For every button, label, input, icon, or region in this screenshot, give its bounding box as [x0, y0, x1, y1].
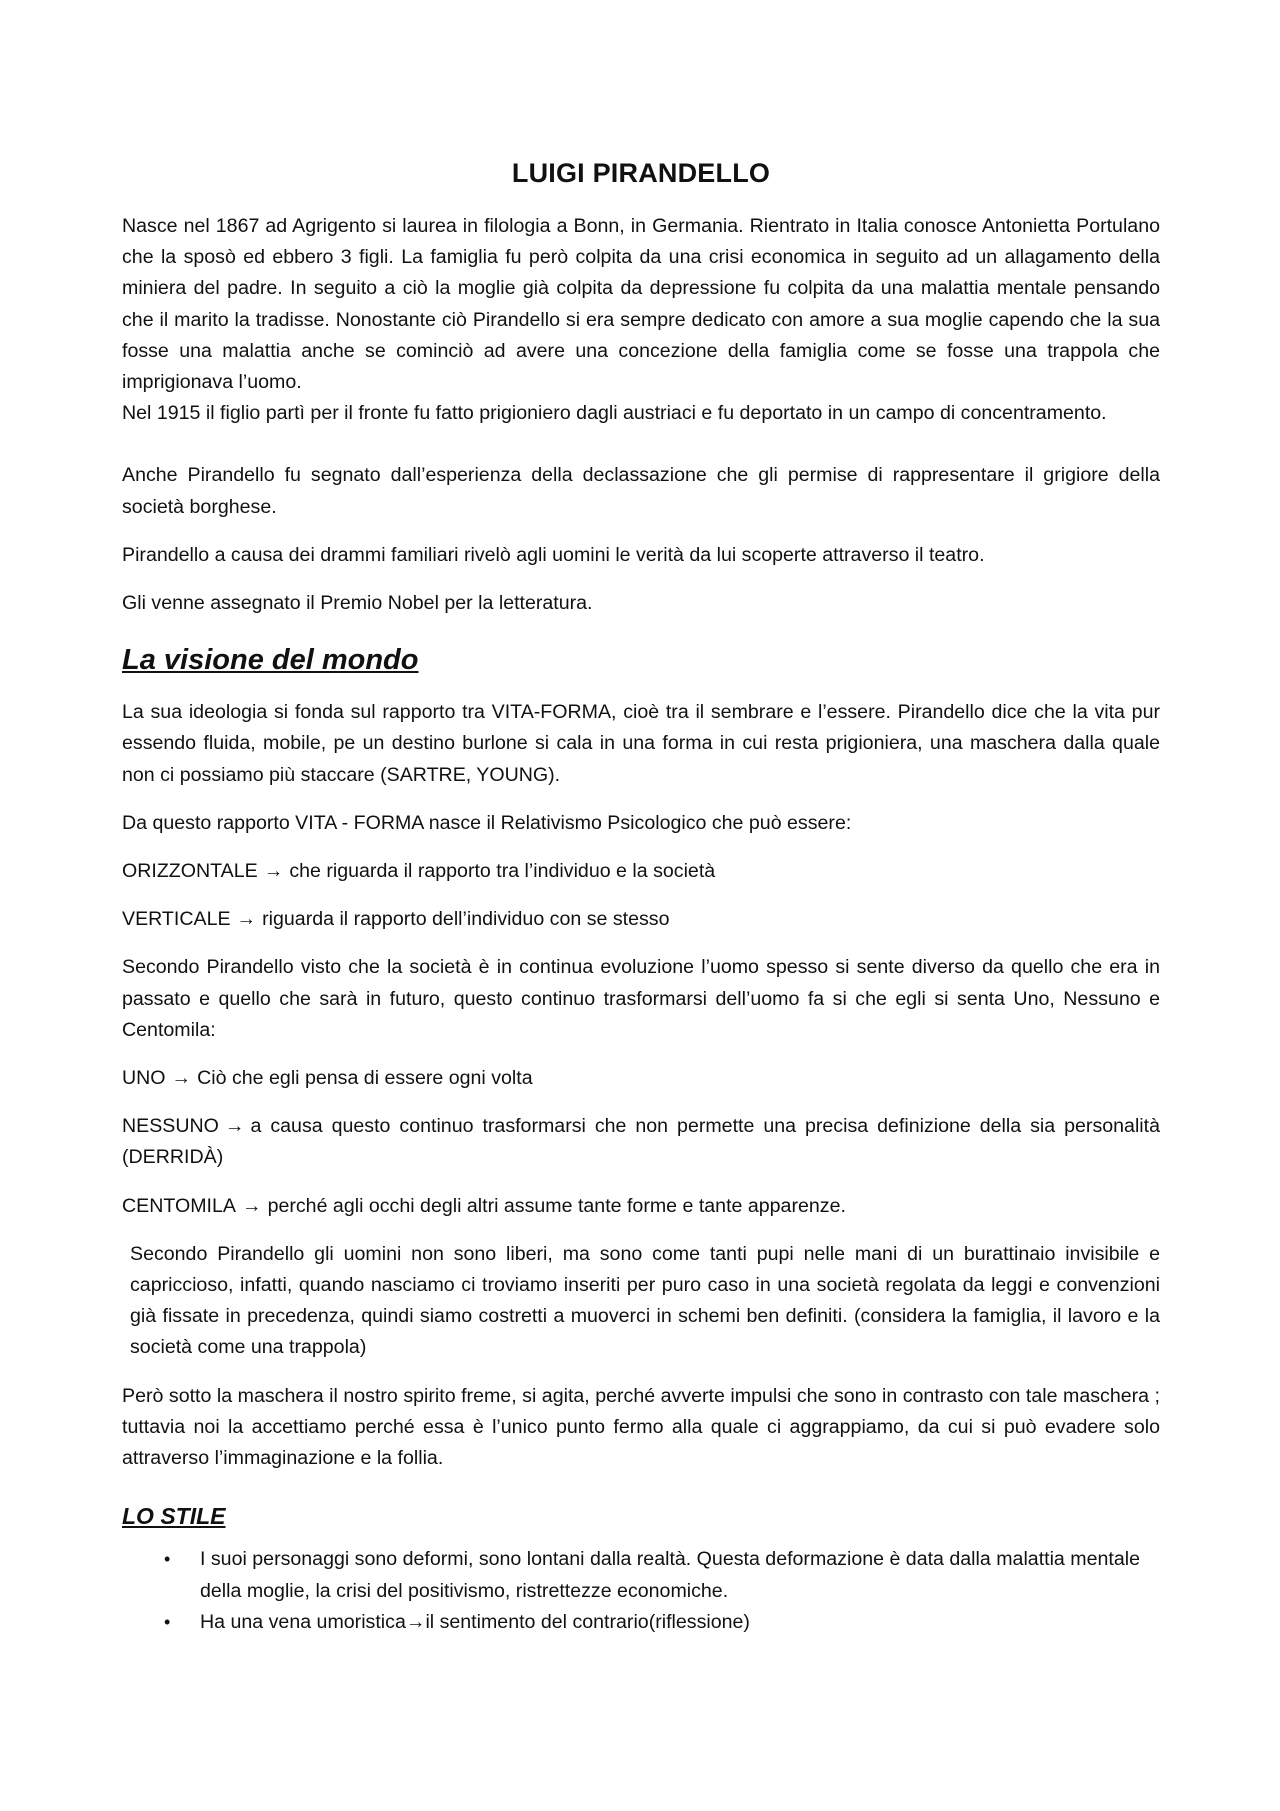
bio-paragraph-4: Pirandello a causa dei drammi familiari rivelò agli uomini le verità da lui scoperte attraverso il teatro.: [122, 543, 985, 566]
term-uno: UNO: [122, 1067, 166, 1090]
stile-bullet-list: [122, 1544, 1160, 1638]
term-nessuno: NESSUNO: [122, 1115, 219, 1138]
definition-centomila: [122, 1191, 1160, 1222]
bio-paragraph-5: Gli venne assegnato il Premio Nobel per la letteratura.: [122, 592, 593, 615]
term-orizzontale: ORIZZONTALE: [122, 860, 258, 883]
bio-paragraph-3: Anche Pirandello fu segnato dall’esperienza della declassazione che gli permise di rappresentare il grigiore della società borghese.: [122, 464, 1160, 518]
page-title: LUIGI PIRANDELLO: [511, 158, 771, 188]
list-item: [164, 1544, 1160, 1606]
section-heading-stile: LO STILE: [122, 1503, 226, 1530]
term-centomila: CENTOMILA: [122, 1194, 236, 1217]
stile-item-2-after: il sentimento del contrario(riflessione): [425, 1610, 750, 1633]
term-verticale: VERTICALE: [122, 908, 231, 931]
section-heading-visione: La visione del mondo: [122, 644, 419, 677]
definition-centomila-text: perché agli occhi degli altri assume tante forme e tante apparenze.: [267, 1194, 846, 1217]
definition-verticale-text: riguarda il rapporto dell’individuo con se stesso: [262, 908, 670, 931]
bullet-icon: •: [164, 1549, 171, 1570]
arrow-right-icon: →: [171, 1067, 192, 1090]
visione-paragraph-2: Da questo rapporto VITA - FORMA nasce il Relativismo Psicologico che può essere:: [122, 811, 852, 834]
definition-nessuno: [122, 1111, 1160, 1173]
visione-paragraph-3: Secondo Pirandello visto che la società è in continua evoluzione l’uomo spesso si sente diverso da quello che era in passato e quello che sarà in futuro, questo continuo trasformarsi dell’uomo fa si che egli si senta Uno, Nessuno e Centomila:: [122, 956, 1160, 1041]
bio-paragraph-1: Nasce nel 1867 ad Agrigento si laurea in filologia a Bonn, in Germania. Rientrato in Italia conosce Antonietta Portulano che la sposò ed ebbero 3 figli. La famiglia fu però colpita da una crisi economica in seguito ad un allagamento della miniera del padre. In seguito a ciò la moglie già colpita da depressione fu colpita da una malattia mentale pensando che il marito la tradisse. Nonostante ciò Pirandello si era sempre dedicato con amore a sua moglie capendo che la sua fosse una malattia anche se cominciò ad avere una concezione della famiglia come se fosse una trappola che imprigionava l’uomo.: [122, 215, 1160, 394]
stile-item-1-text: I suoi personaggi sono deformi, sono lontani dalla realtà. Questa deformazione è data dalla malattia mentale della moglie, la crisi del positivismo, ristrettezze economiche.: [200, 1548, 1140, 1602]
definition-orizzontale: [122, 856, 1160, 887]
visione-paragraph-4: Secondo Pirandello gli uomini non sono liberi, ma sono come tanti pupi nelle mani di un burattinaio invisibile e capriccioso, infatti, quando nasciamo ci troviamo inseriti per puro caso in una società regolata da leggi e convenzioni già fissate in precedenza, quindi siamo costretti a muoverci in schemi ben definiti. (considera la famiglia, il lavoro e la società come una trappola): [130, 1242, 1160, 1359]
stile-item-2-before: Ha una vena umoristica: [200, 1610, 406, 1633]
arrow-right-icon: →: [405, 1610, 426, 1633]
visione-paragraph-5: Però sotto la maschera il nostro spirito freme, si agita, perché avverte impulsi che sono in contrasto con tale maschera ; tuttavia noi la accettiamo perché essa è l’unico punto fermo alla quale ci aggrappiamo, da cui si può evadere solo attraverso l’immaginazione e la follia.: [122, 1384, 1160, 1470]
list-item: [164, 1607, 1160, 1638]
bullet-icon: •: [164, 1611, 171, 1632]
definition-uno: [122, 1063, 1160, 1094]
definition-orizzontale-text: che riguarda il rapporto tra l’individuo e la società: [289, 860, 716, 883]
arrow-right-icon: →: [236, 908, 257, 931]
definition-nessuno-text: a causa questo continuo trasformarsi che non permette una precisa definizione della sia personalità (DERRIDÀ): [122, 1115, 1160, 1169]
visione-paragraph-1: La sua ideologia si fonda sul rapporto tra VITA-FORMA, cioè tra il sembrare e l’essere. Pirandello dice che la vita pur essendo fluida, mobile, pe un destino burlone si cala in una forma in cui resta prigioniera, una maschera dalla quale non ci possiamo più staccare (SARTRE, YOUNG).: [122, 701, 1160, 786]
arrow-right-icon: →: [263, 860, 284, 883]
definition-uno-text: Ciò che egli pensa di essere ogni volta: [197, 1067, 533, 1090]
definition-verticale: [122, 904, 1160, 935]
bio-paragraph-2: Nel 1915 il figlio partì per il fronte fu fatto prigioniero dagli austriaci e fu deportato in un campo di concentramento.: [122, 402, 1107, 425]
arrow-right-icon: →: [224, 1115, 245, 1138]
arrow-right-icon: →: [241, 1194, 262, 1217]
